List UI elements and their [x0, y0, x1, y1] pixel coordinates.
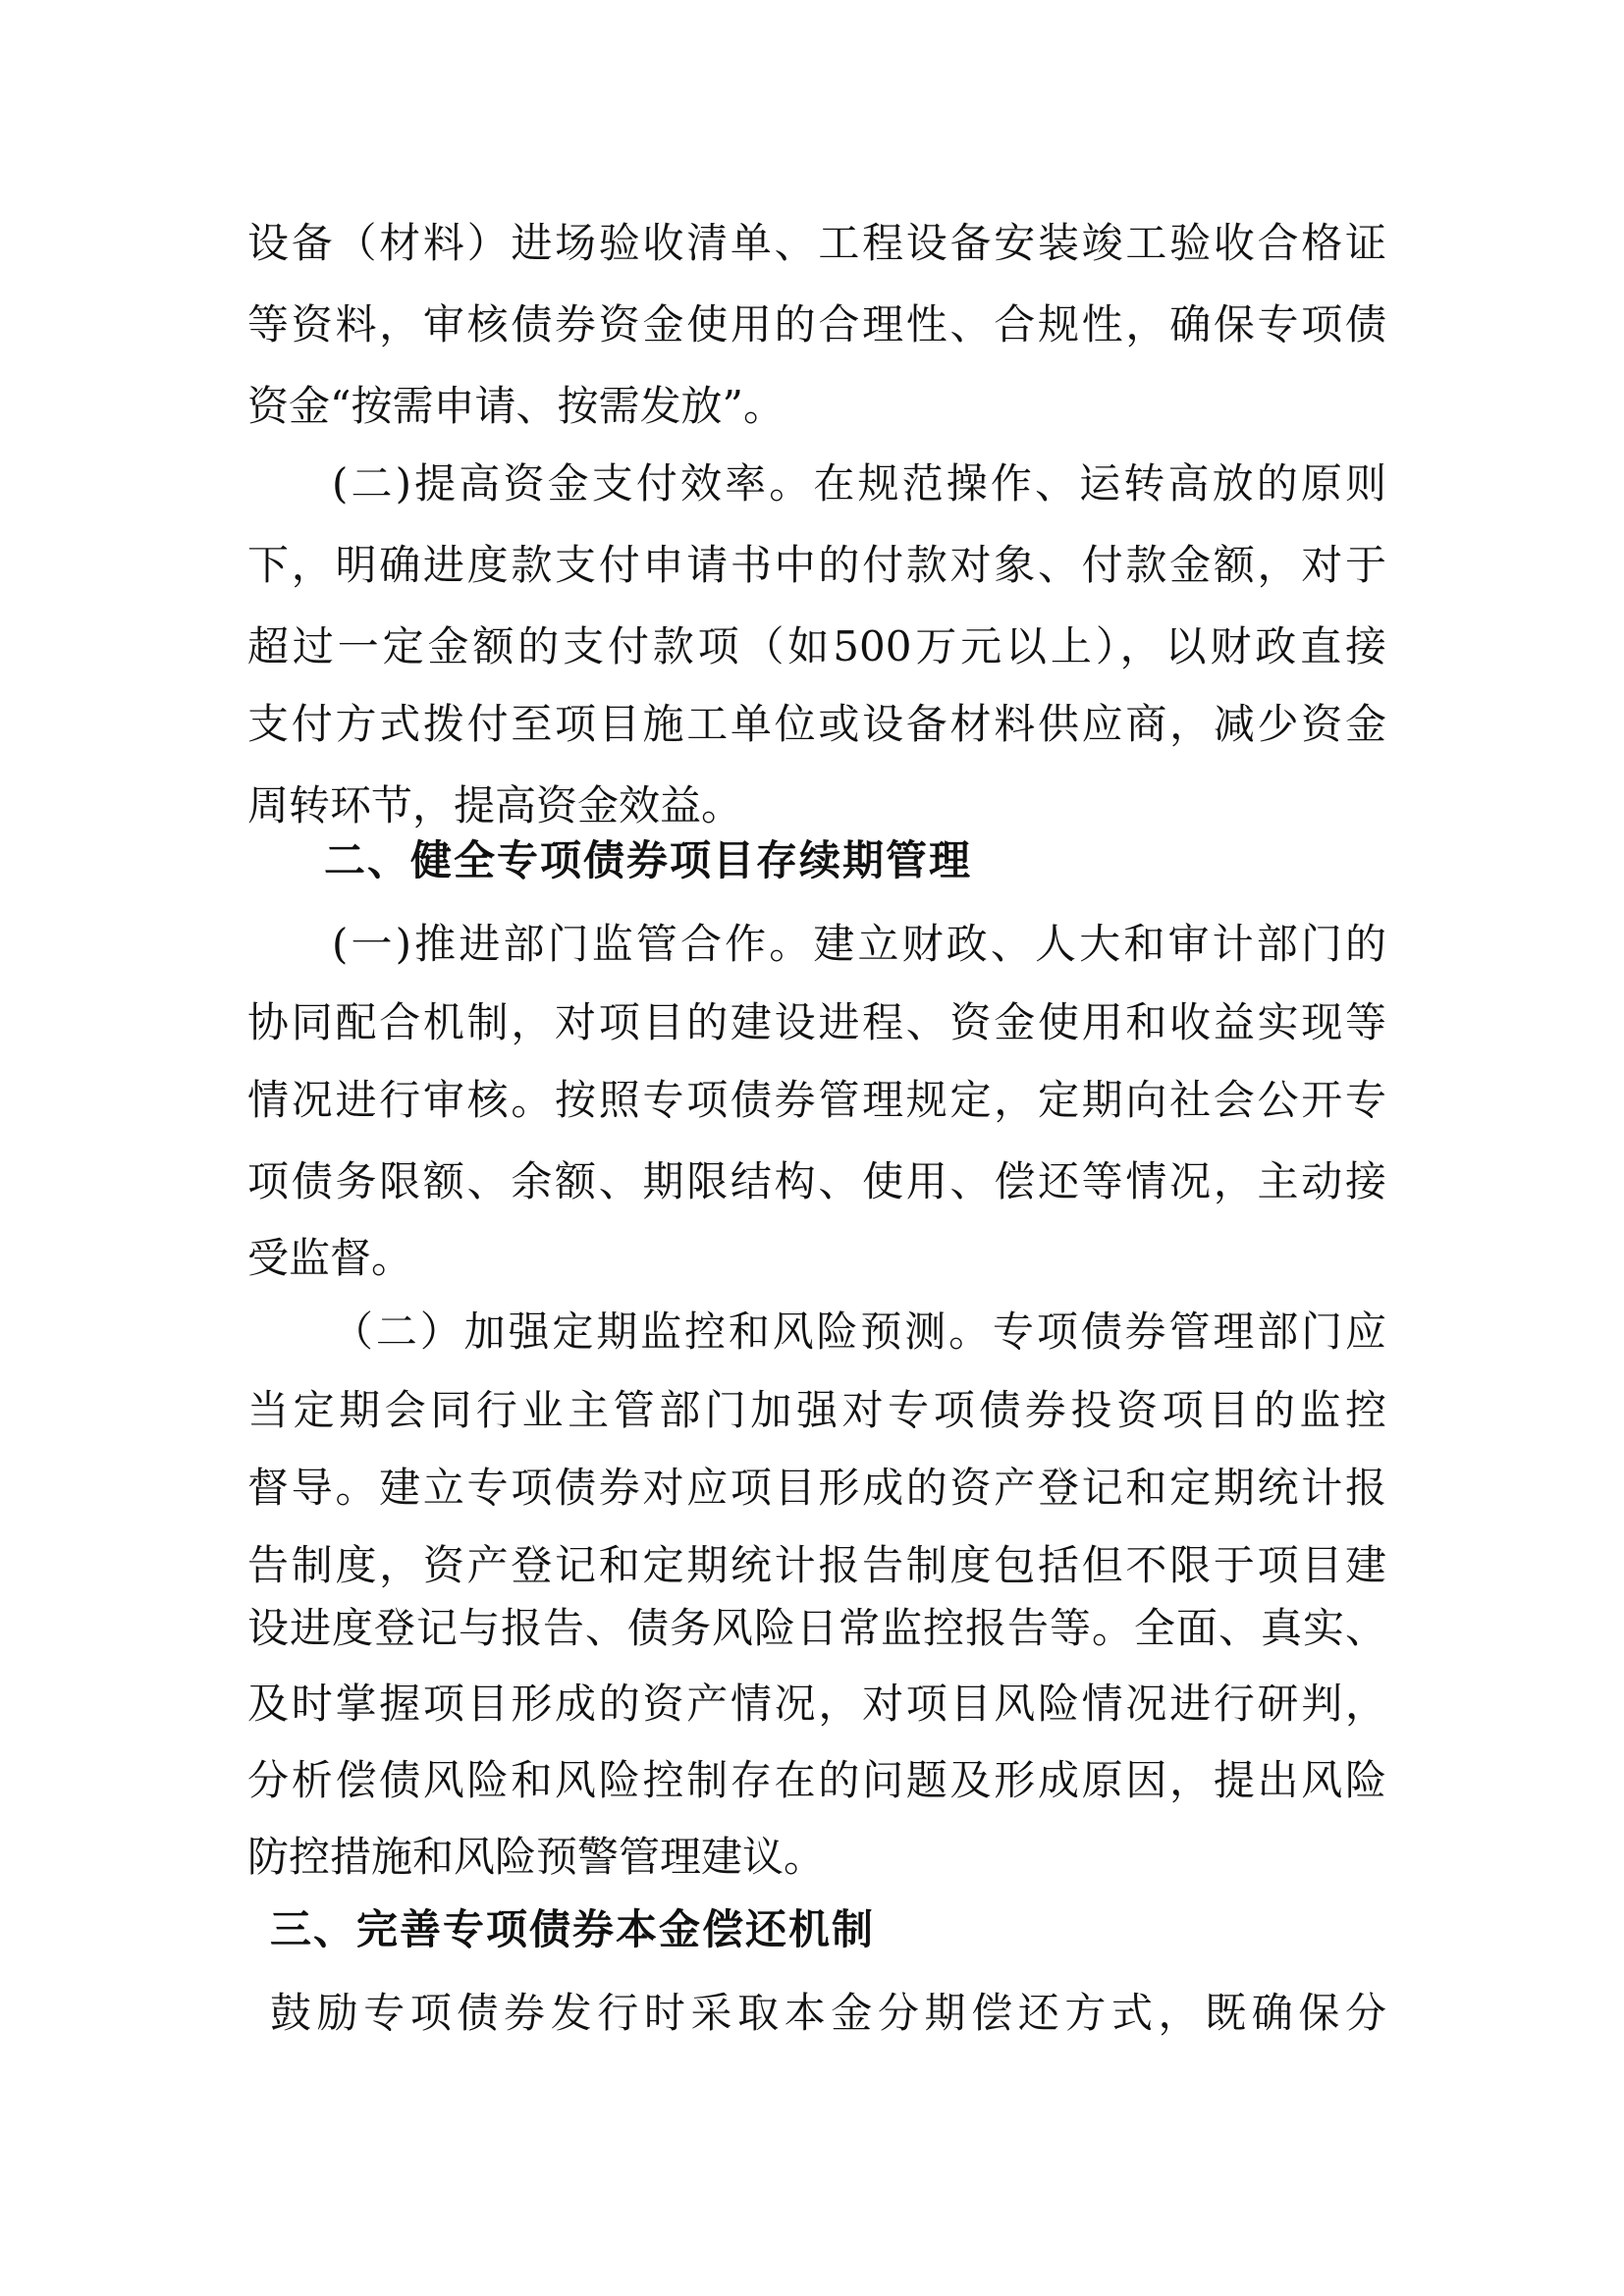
paragraph-line: (一)推进部门监管合作。建立财政、人大和审计部门的	[332, 920, 1386, 968]
paragraph-line: 协同配合机制，对项目的建设进程、资金使用和收益实现等	[247, 998, 1386, 1046]
paragraph-line: 资金“按需申请、按需发放”。	[247, 382, 785, 430]
paragraph-line: 告制度，资产登记和定期统计报告制度包括但不限于项目建	[247, 1541, 1386, 1589]
paragraph-line: 设备（材料）进场验收清单、工程设备安装竣工验收合格证	[247, 219, 1386, 267]
paragraph-line: 情况进行审核。按照专项债券管理规定，定期向社会公开专	[247, 1076, 1386, 1124]
paragraph-line: 下，明确进度款支付申请书中的付款对象、付款金额，对于	[247, 541, 1386, 589]
paragraph-line: 当定期会同行业主管部门加强对专项债券投资项目的监控	[247, 1386, 1386, 1434]
paragraph-line: 受监督。	[247, 1234, 413, 1282]
paragraph-line: 及时掌握项目形成的资产情况，对项目风险情况进行研判，	[247, 1680, 1386, 1728]
paragraph-line: 督导。建立专项债券对应项目形成的资产登记和定期统计报	[247, 1464, 1386, 1512]
paragraph-line: （二）加强定期监控和风险预测。专项债券管理部门应	[332, 1308, 1386, 1356]
paragraph-line: 支付方式拨付至项目施工单位或设备材料供应商，减少资金	[247, 700, 1386, 748]
paragraph-line: 等资料，审核债券资金使用的合理性、合规性，确保专项债	[247, 300, 1386, 348]
paragraph-line: 项债务限额、余额、期限结构、使用、偿还等情况，主动接	[247, 1157, 1386, 1205]
section-heading: 二、健全专项债券项目存续期管理	[324, 836, 973, 884]
paragraph-line: 超过一定金额的支付款项（如500万元以上），以财政直接	[247, 622, 1386, 670]
paragraph-line: 周转环节，提高资金效益。	[247, 781, 743, 829]
paragraph-line: 鼓励专项债券发行时采取本金分期偿还方式，既确保分	[270, 1989, 1386, 2037]
paragraph-line: (二)提高资金支付效率。在规范操作、运转高放的原则	[332, 459, 1386, 507]
paragraph-line: 设进度登记与报告、债务风险日常监控报告等。全面、真实、	[247, 1604, 1386, 1652]
paragraph-line: 防控措施和风险预警管理建议。	[247, 1833, 826, 1881]
section-heading: 三、完善专项债券本金偿还机制	[270, 1905, 876, 1953]
paragraph-line: 分析偿债风险和风险控制存在的问题及形成原因，提出风险	[247, 1756, 1386, 1804]
